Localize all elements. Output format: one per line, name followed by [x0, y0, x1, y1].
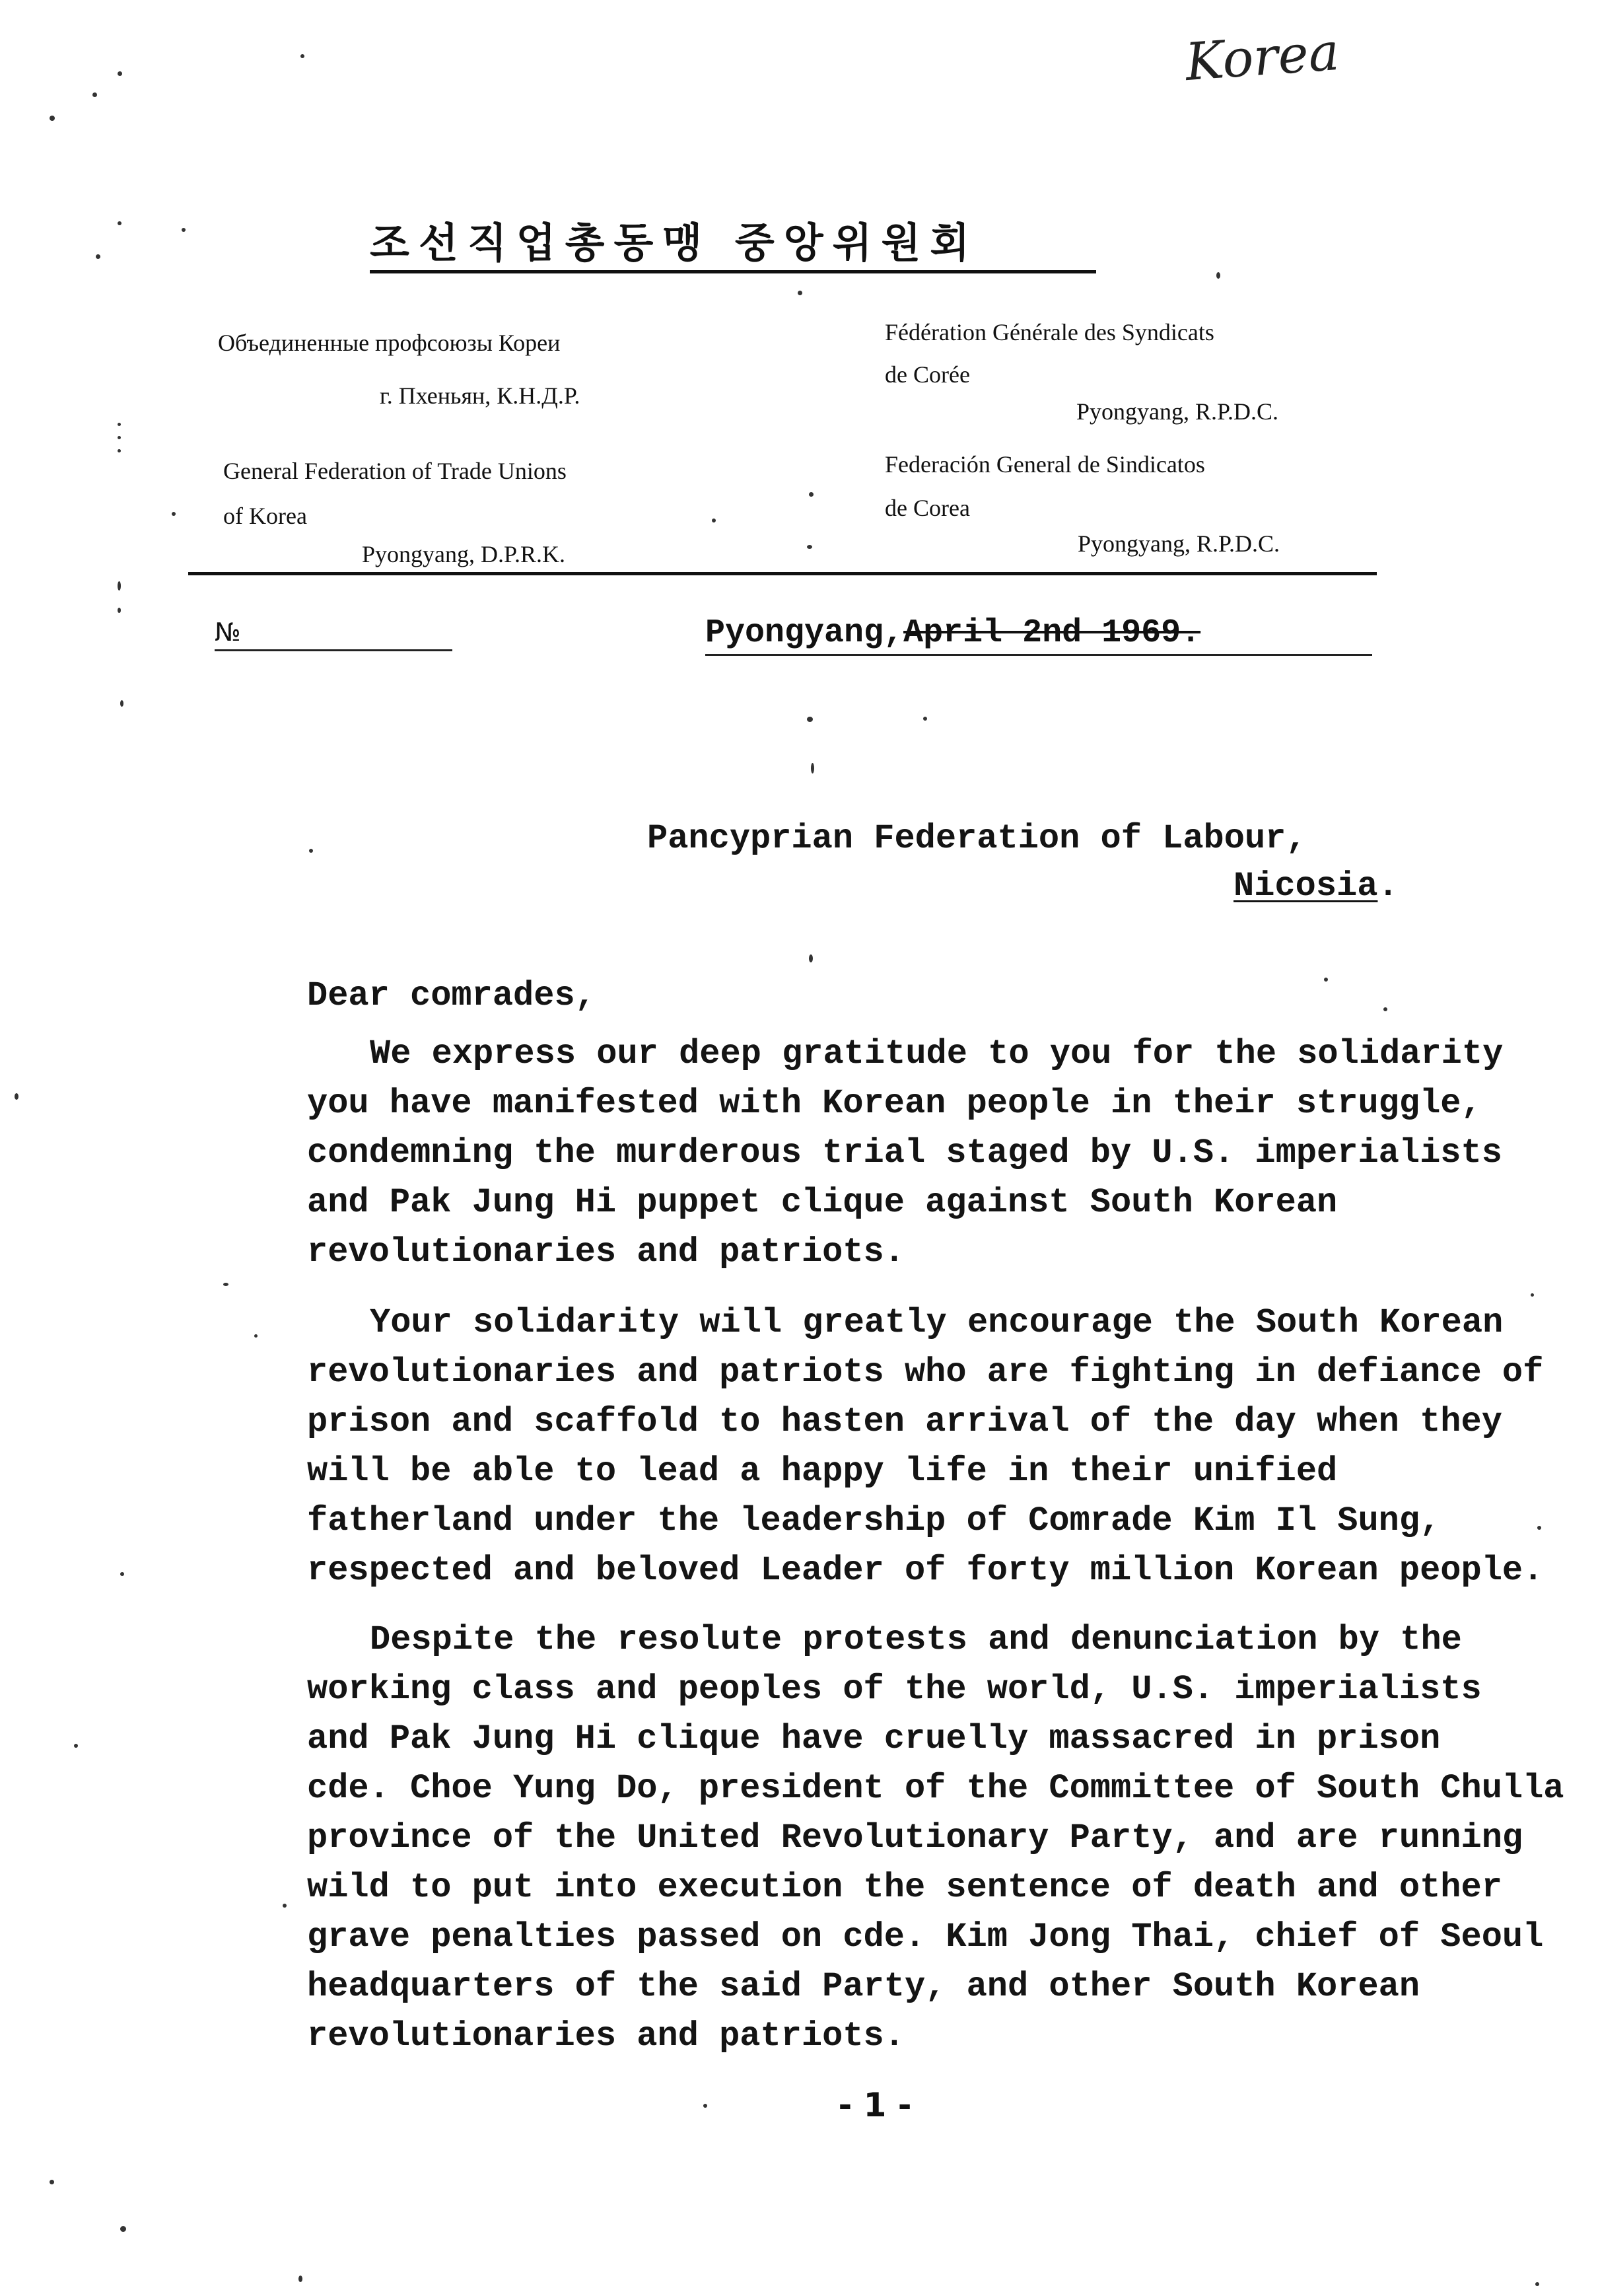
date-line	[705, 614, 1372, 656]
paragraph-line: condemning the murderous trial staged by U.S. imperialists	[307, 1133, 1502, 1172]
scan-speck	[118, 436, 121, 439]
paragraph-line: working class and peoples of the world, U.S. imperialists	[307, 1670, 1482, 1709]
paragraph-line: and Pak Jung Hi clique have cruelly massacred in prison	[307, 1719, 1441, 1758]
paragraph-line: prison and scaffold to hasten arrival of the day when they	[307, 1402, 1502, 1441]
scan-speck	[223, 1283, 228, 1286]
scan-speck	[923, 717, 927, 721]
letterhead-russian-city: г. Пхеньян, К.Н.Д.Р.	[380, 382, 580, 409]
scan-speck	[172, 512, 176, 516]
paragraph-line: province of the United Revolutionary Party, and are running	[307, 1818, 1523, 1857]
scan-speck	[74, 1744, 78, 1748]
scan-speck	[283, 1904, 287, 1908]
letterhead-french-name: Fédération Générale des Syndicats	[885, 319, 1214, 345]
scan-speck	[120, 700, 123, 707]
paragraph-line: revolutionaries and patriots.	[307, 1233, 905, 1272]
date-struck: April 2nd 1969.	[903, 614, 1201, 652]
scan-speck	[809, 492, 814, 497]
paragraph-line: revolutionaries and patriots.	[307, 2017, 905, 2056]
scan-speck	[120, 2226, 126, 2232]
paragraph-line: you have manifested with Korean people in their struggle,	[307, 1084, 1482, 1123]
paragraph-2	[307, 1298, 1548, 1595]
recipient-city-line	[1233, 867, 1399, 906]
scan-speck	[118, 581, 121, 591]
paragraph-line: Your solidarity will greatly encourage the South Korean	[370, 1303, 1504, 1342]
scan-speck	[298, 2276, 302, 2282]
scan-speck	[1537, 1526, 1541, 1530]
paragraph-1	[307, 1029, 1548, 1277]
scan-speck	[118, 71, 122, 76]
scan-speck	[50, 2180, 54, 2184]
scan-speck	[120, 1572, 124, 1576]
paragraph-line: headquarters of the said Party, and other South Korean	[307, 1967, 1420, 2006]
scan-speck	[807, 545, 812, 549]
letterhead-english-name: General Federation of Trade Unions	[223, 458, 567, 484]
paragraph-line: wild to put into execution the sentence of death and other	[307, 1868, 1502, 1907]
scan-speck	[309, 849, 313, 853]
paragraph-line: Despite the resolute protests and denunciation by the	[370, 1620, 1462, 1659]
paragraph-3	[307, 1615, 1564, 2061]
letterhead-korean-name: 조선직업총동맹 중앙위원회	[370, 210, 1096, 273]
scan-speck	[809, 954, 813, 962]
recipient-city-suffix: .	[1377, 867, 1399, 906]
scan-speck	[1535, 2282, 1539, 2286]
paragraph-line: respected and beloved Leader of forty million Korean people.	[307, 1551, 1544, 1590]
scan-speck	[182, 228, 186, 232]
scan-speck	[1216, 272, 1220, 279]
letterhead-spanish-name: Federación General de Sindicatos	[885, 451, 1205, 478]
scan-speck	[1324, 978, 1328, 982]
date-place: Pyongyang,	[705, 614, 904, 652]
letterhead-divider	[188, 572, 1377, 575]
paragraph-line: cde. Choe Yung Do, president of the Committee of South Chulla	[307, 1769, 1564, 1808]
scan-speck	[15, 1093, 18, 1100]
scan-speck	[254, 1334, 258, 1338]
paragraph-line: will be able to lead a happy life in their unified	[307, 1452, 1338, 1491]
scan-speck	[118, 423, 121, 426]
scan-speck	[50, 116, 55, 121]
letterhead-spanish-name-line2: de Corea	[885, 495, 970, 521]
scan-speck	[703, 2104, 707, 2108]
letterhead-spanish-city: Pyongyang, R.P.D.C.	[1078, 530, 1280, 557]
scan-speck	[92, 92, 97, 97]
paragraph-line: fatherland under the leadership of Comrade Kim Il Sung,	[307, 1501, 1441, 1540]
reference-number-label: №	[215, 618, 241, 647]
scan-speck	[118, 221, 122, 225]
handwritten-note: Korea	[1183, 22, 1341, 93]
paragraph-line: revolutionaries and patriots who are fighting in defiance of	[307, 1353, 1544, 1392]
scan-speck	[811, 763, 814, 773]
salutation: Dear comrades,	[307, 976, 596, 1015]
scan-speck	[300, 54, 304, 58]
scan-speck	[118, 608, 121, 613]
scan-speck	[118, 449, 121, 452]
scan-speck	[96, 254, 100, 259]
reference-number-field	[215, 618, 452, 651]
scan-speck	[807, 717, 813, 722]
scan-speck	[1531, 1293, 1534, 1297]
scan-speck	[712, 519, 716, 522]
letterhead-english-city: Pyongyang, D.P.R.K.	[362, 541, 566, 567]
paragraph-line: grave penalties passed on cde. Kim Jong Thai, chief of Seoul	[307, 1918, 1544, 1956]
letterhead-french-name-line2: de Corée	[885, 361, 970, 388]
letterhead-english-name-line2: of Korea	[223, 503, 307, 529]
recipient-city: Nicosia	[1233, 867, 1378, 906]
paragraph-line: We express our deep gratitude to you for the solidarity	[370, 1034, 1504, 1073]
letterhead-russian-name: Объединенные профсоюзы Кореи	[218, 330, 561, 356]
paragraph-line: and Pak Jung Hi puppet clique against South Korean	[307, 1183, 1338, 1222]
scan-speck	[1383, 1007, 1387, 1011]
letterhead-french-city: Pyongyang, R.P.D.C.	[1076, 398, 1279, 425]
scan-speck	[798, 291, 802, 295]
recipient-name: Pancyprian Federation of Labour,	[647, 819, 1307, 858]
page-number: - 1 -	[838, 2086, 912, 2124]
